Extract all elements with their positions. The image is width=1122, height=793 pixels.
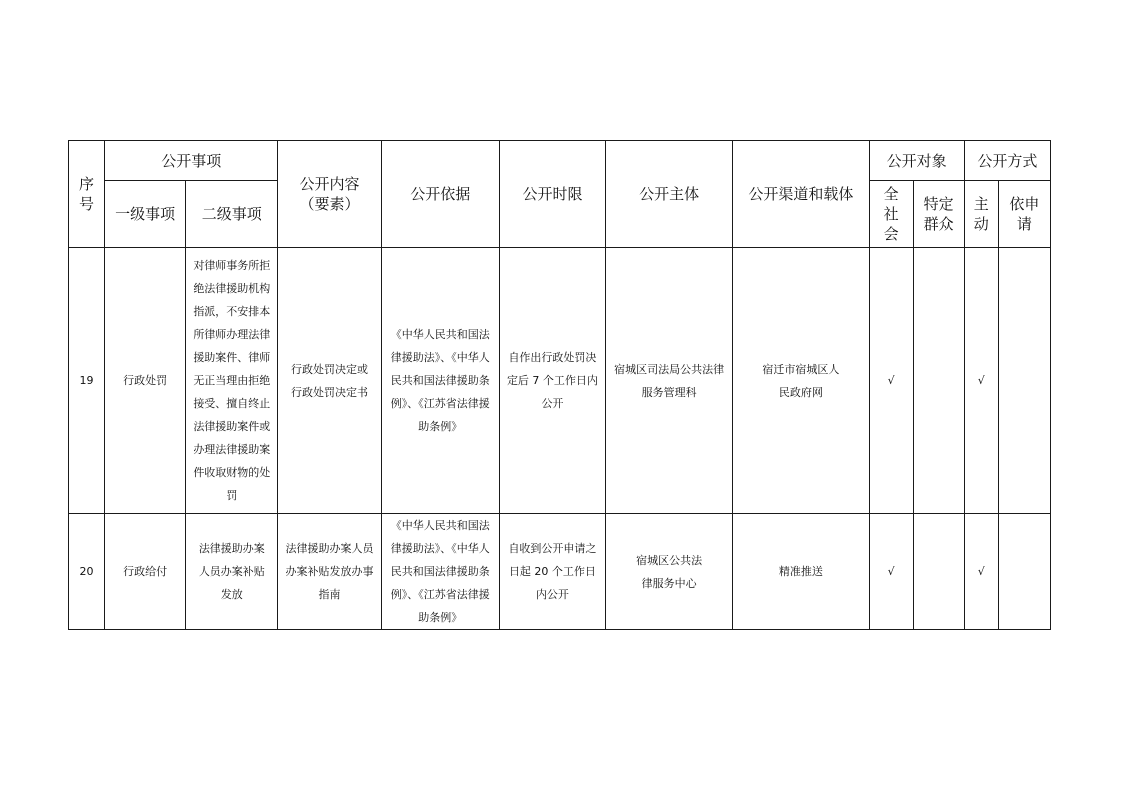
header-channel: 公开渠道和载体 [733,141,869,248]
table-row [69,248,1051,514]
cell-level2-text: 法律援助办案人员办案补贴发放 [198,542,265,601]
cell-basis-text: 《中华人民共和国法律援助法》、《中华人民共和国法律援助条例》、《江苏省法律援助条例》 [390,519,490,624]
cell-channel: 精准推送 [733,514,869,630]
cell-content-text: 行政处罚决定或行政处罚决定书 [291,362,368,399]
table-row [69,514,1051,630]
cell-method-apply [998,248,1050,514]
cell-time-limit-text: 自作出行政处罚决定后 7 个工作日内公开 [506,351,598,410]
cell-method-active: √ [964,248,998,514]
cell-body-text: 宿城区司法局公共法律服务管理科 [614,362,725,399]
cell-level2 [186,248,278,514]
cell-method-active: √ [964,514,998,630]
header-method-group: 公开方式 [964,141,1050,181]
header-level1: 一级事项 [105,181,186,248]
cell-audience-specific [913,248,964,514]
cell-seq: 19 [69,248,105,514]
cell-body [606,248,733,514]
cell-body-text: 宿城区公共法律服务中心 [636,553,703,590]
header-seq: 序号 [69,141,105,248]
cell-content [278,248,381,514]
header-level2: 二级事项 [186,181,278,248]
cell-audience-all: √ [869,514,913,630]
cell-channel [733,248,869,514]
header-row-1 [69,141,1051,181]
cell-content [278,514,381,630]
header-content [278,141,381,248]
cell-level2-text: 对律师事务所拒绝法律援助机构指派，不安排本所律师办理法律援助案件、律师无正当理由拒绝接受、擅自终止法律援助案件或办理法律援助案件收取财物的处罚 [193,259,271,502]
header-time-limit: 公开时限 [499,141,605,248]
cell-time-limit [499,514,605,630]
cell-content-text: 法律援助办案人员办案补贴发放办事指南 [285,542,374,601]
cell-level1: 行政给付 [105,514,186,630]
table-body [69,248,1051,630]
header-content-text: 公开内容（要素） [299,175,360,213]
header-method-apply: 依申请 [998,181,1050,248]
cell-channel-text: 宿迁市宿城区人民政府网 [762,362,840,399]
cell-time-limit-text: 自收到公开申请之日起 20 个工作日内公开 [508,542,597,601]
cell-basis [381,514,499,630]
header-audience-group: 公开对象 [869,141,964,181]
cell-basis-text: 《中华人民共和国法律援助法》、《中华人民共和国法律援助条例》、《江苏省法律援助条例》 [390,328,490,433]
header-body: 公开主体 [606,141,733,248]
disclosure-table [68,140,1051,630]
cell-audience-all: √ [869,248,913,514]
cell-audience-specific [913,514,964,630]
header-items-group: 公开事项 [105,141,278,181]
cell-time-limit [499,248,605,514]
cell-seq: 20 [69,514,105,630]
header-audience-specific: 特定群众 [913,181,964,248]
header-method-active: 主动 [964,181,998,248]
cell-body [606,514,733,630]
cell-level1: 行政处罚 [105,248,186,514]
table-header [69,141,1051,248]
header-basis: 公开依据 [381,141,499,248]
cell-level2 [186,514,278,630]
header-audience-all: 全社会 [869,181,913,248]
cell-basis [381,248,499,514]
cell-method-apply [998,514,1050,630]
